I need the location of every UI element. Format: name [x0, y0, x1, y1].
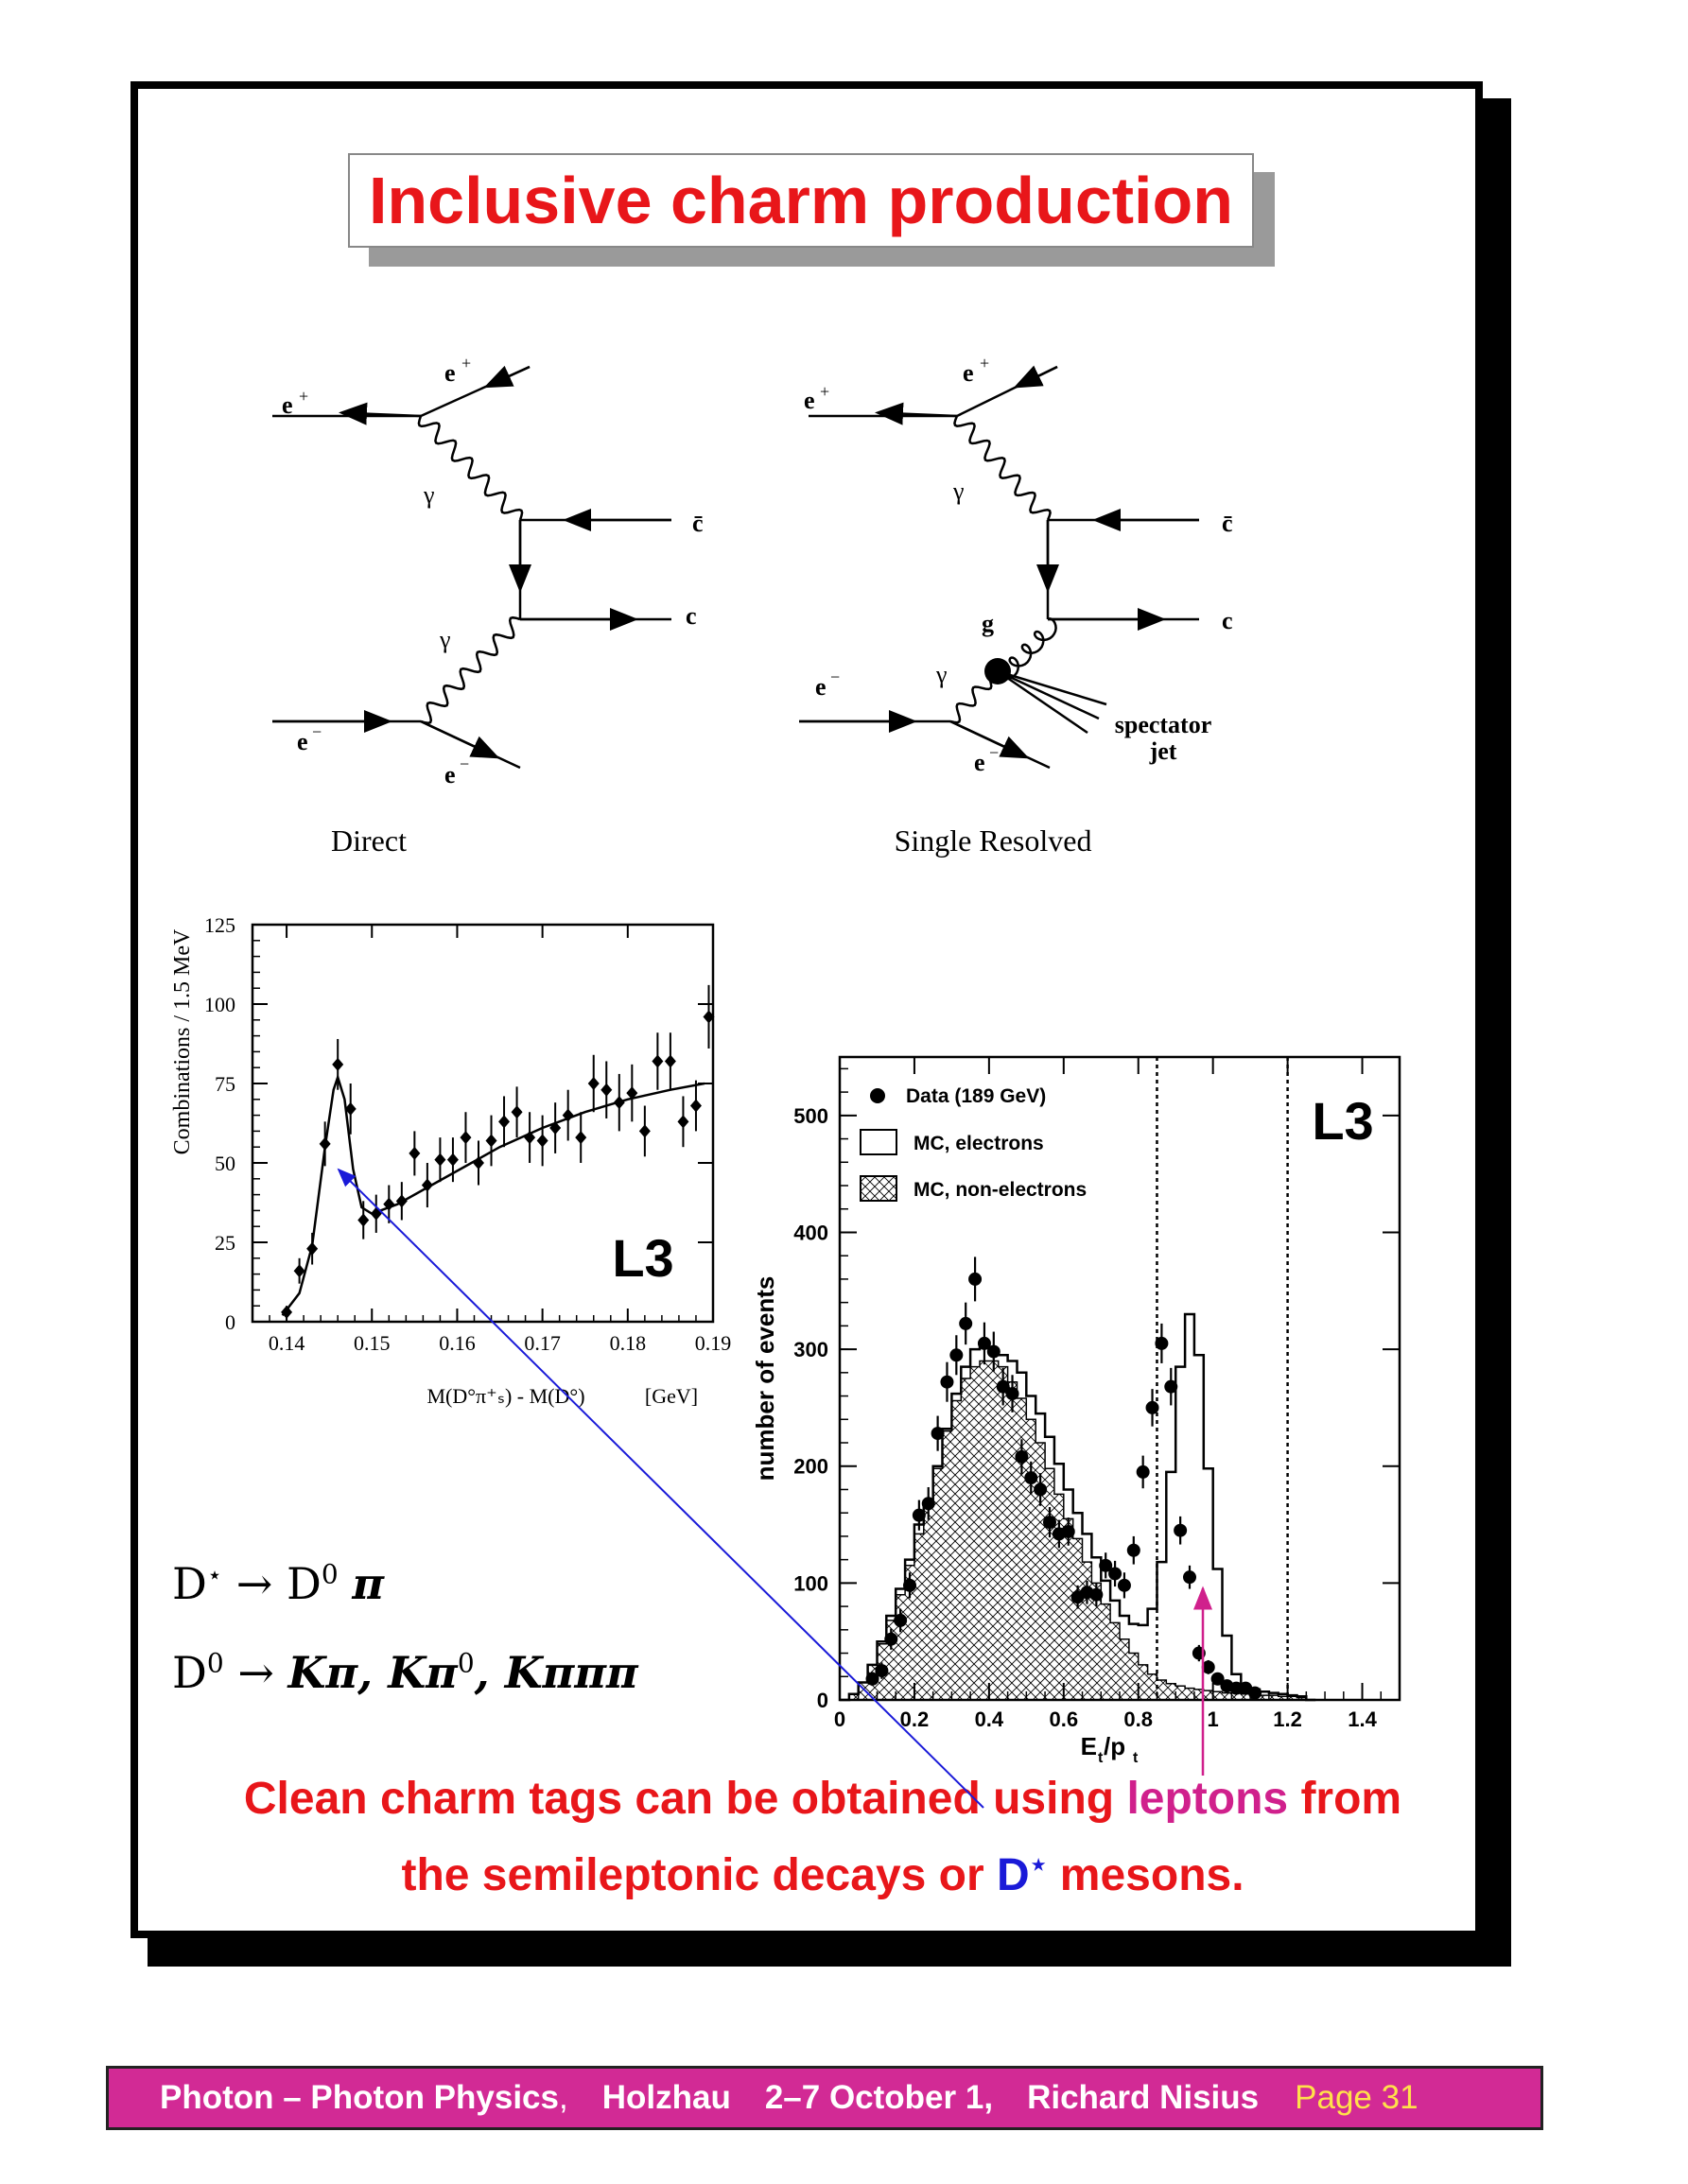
spectator-label: spectator [1114, 711, 1212, 738]
resolved-gamma-top-label: γ [953, 477, 965, 505]
chart1-l3-label: L3 [612, 1228, 674, 1288]
chart2-ytick-label: 400 [793, 1221, 828, 1245]
footer-place: Holzhau [601, 2079, 731, 2116]
chart2-ytick-label: 0 [816, 1689, 828, 1712]
dstar-word: D⋆ [997, 1849, 1048, 1900]
chart2-xtick-label: 1 [1207, 1707, 1219, 1731]
sup: + [461, 354, 472, 373]
chart1-xtick-label: 0.16 [439, 1331, 476, 1355]
direct-gamma-top-label: γ [424, 481, 435, 509]
chart2-ytick-label: 500 [793, 1103, 828, 1128]
footer-dates: 2–7 October 1, [764, 2079, 994, 2116]
chart1-xtick-label: 0.14 [268, 1331, 305, 1355]
chart2-ytick-label: 300 [793, 1338, 828, 1362]
direct-e-plus-in-label: e [282, 391, 293, 419]
chart2-xtick-label: 0.2 [899, 1707, 930, 1731]
resolved-cbar-label: c̄ [1222, 510, 1233, 537]
chart1-ytick-label: 25 [215, 1231, 235, 1255]
chart1-xtick-label: 0.15 [354, 1331, 391, 1355]
svg-text:E: E [1080, 1732, 1097, 1760]
decay-d0: $D^0 \to K\pi$, $K\pi^0$, Kπππ [172, 1647, 638, 1698]
chart1-xtick-label: 0.18 [609, 1331, 647, 1355]
sup: − [830, 667, 841, 686]
chart1-ytick-label: 0 [225, 1310, 235, 1334]
chart2-ylabel: number of events [751, 1275, 779, 1482]
svg-text:/p: /p [1104, 1732, 1126, 1760]
direct-e-minus-in-label: e [297, 728, 308, 755]
jet-label: jet [1149, 737, 1177, 765]
chart2-ytick-label: 200 [793, 1454, 828, 1479]
legend-data-label: Data (189 GeV) [906, 1085, 1047, 1107]
direct-caption: Direct [331, 823, 407, 858]
resolved-gamma-bottom-label: γ [936, 661, 948, 688]
decay-dstar: $D^⋆ \to D^0$ π [172, 1558, 384, 1609]
footer-author: Richard Nisius [1027, 2079, 1260, 2116]
chart1-ytick-label: 50 [215, 1152, 235, 1175]
chart1-ytick-label: 100 [204, 993, 235, 1016]
sup: − [312, 722, 322, 741]
resolved-e-plus-out-label: e [963, 359, 974, 387]
chart2-xtick-label: 0.6 [1049, 1707, 1079, 1731]
svg-text:t: t [1098, 1750, 1104, 1766]
resolved-c-label: c [1222, 607, 1233, 634]
direct-e-plus-out-label: e [444, 359, 456, 387]
dstar-arrow [339, 1170, 983, 1808]
chart2-xtick-label: 0 [833, 1707, 846, 1731]
resolved-gluon-label: g [982, 610, 994, 637]
chart1-ytick-label: 125 [204, 913, 235, 937]
legend-mc-non-electrons-label: MC, non-electrons [914, 1179, 1088, 1201]
footer-topic: Photon – Photon Physics [160, 2079, 559, 2116]
direct-cbar-label: c̄ [692, 510, 704, 537]
leptons-word: leptons [1126, 1774, 1289, 1824]
resolved-e-plus-in-label: e [804, 387, 815, 414]
chart2-xtick-label: 1.2 [1273, 1707, 1302, 1731]
chart2-ytick-label: 100 [793, 1571, 828, 1596]
chart2-xtick-label: 0.8 [1123, 1707, 1154, 1731]
page-title: Inclusive charm production [368, 164, 1234, 237]
sup: − [460, 754, 470, 773]
chart1-xtick-label: 0.19 [694, 1331, 732, 1355]
direct-e-minus-out-label: e [444, 761, 456, 789]
sup: + [820, 382, 830, 401]
legend-mc-electrons-label: MC, electrons [914, 1133, 1044, 1154]
chart1-xtick-label: 0.17 [524, 1331, 561, 1355]
chart2-xtick-label: 1.4 [1348, 1707, 1377, 1731]
sup: + [980, 354, 990, 373]
chart1-ytick-label: 75 [215, 1072, 235, 1096]
chart1-ylabel: Combinations / 1.5 MeV [170, 928, 195, 1155]
chart1-xlabel: M(D°π⁺ₛ) - M(D°) [426, 1384, 585, 1408]
resolved-e-minus-out-label: e [974, 749, 985, 776]
resolved-e-minus-in-label: e [815, 673, 827, 701]
sup: + [299, 387, 309, 406]
chart2-l3-label: L3 [1312, 1091, 1374, 1151]
chart2-xtick-label: 0.4 [974, 1707, 1004, 1731]
direct-gamma-bottom-label: γ [440, 626, 451, 653]
svg-text:t: t [1133, 1750, 1139, 1766]
chart1-xunit: [GeV] [644, 1384, 699, 1408]
footer-page-number: Page 31 [1295, 2079, 1418, 2116]
footer-bar: Photon – Photon Physics , Holzhau 2–7 October 1, Richard Nisius Page 31 [106, 2066, 1543, 2130]
sup: − [989, 743, 1000, 762]
resolved-caption: Single Resolved [894, 823, 1092, 858]
conclusion-text: Clean charm tags can be obtained using leptons from the semileptonic decays or D⋆ mesons. [243, 1774, 1402, 1900]
direct-c-label: c [686, 602, 697, 630]
